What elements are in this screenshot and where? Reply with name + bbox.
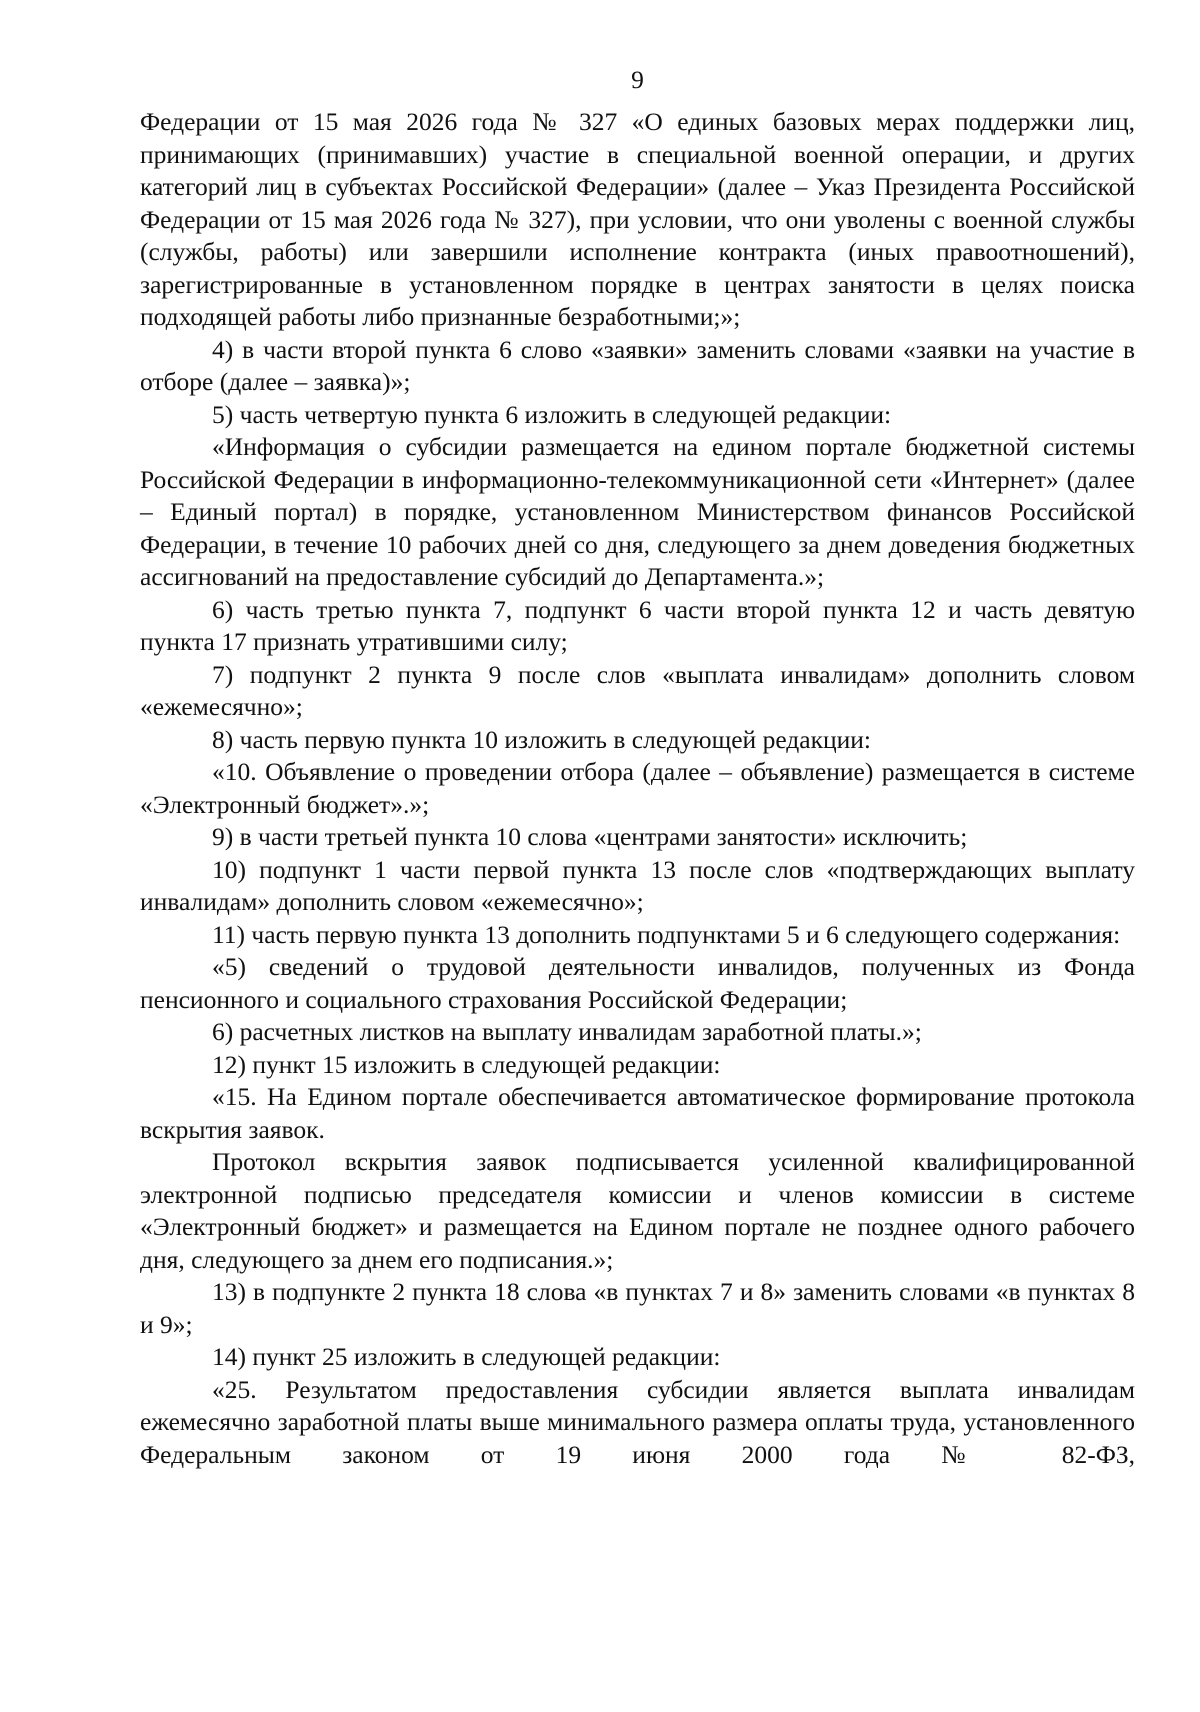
paragraph-item-6: 6) часть третью пункта 7, подпункт 6 части второй пункта 12 и часть девятую пункта 17 признать утратившими силу; bbox=[140, 594, 1135, 656]
paragraph-quote-sub-6: 6) расчетных листков на выплату инвалидам заработной платы.»; bbox=[212, 1017, 922, 1046]
paragraph-continuation: Федерации от 15 мая 2026 года № 327 «О единых базовых мерах поддержки лиц, принимающих (принимавших) участие в специальной военной операции, и других категорий лиц в субъектах Российской Федерации» (далее – Указ Президента Российской Федерации от 15 мая 2026 года № 327), при условии, что они уволены с военной службы (службы, работы) или завершили исполнение контракта (иных правоотношений), зарегистрированные в установленном порядке в центрах занятости в целях поиска подходящей работы либо признанные безработными;»; bbox=[140, 107, 1135, 331]
paragraph-item-14: 14) пункт 25 изложить в следующей редакции: bbox=[212, 1342, 721, 1371]
paragraph-item-13: 13) в подпункте 2 пункта 18 слова «в пунктах 7 и 8» заменить словами «в пунктах 8 и 9»; bbox=[140, 1277, 1135, 1339]
paragraph-item-10: 10) подпункт 1 части первой пункта 13 после слов «подтверждающих выплату инвалидам» дополнить словом «ежемесячно»; bbox=[140, 854, 1135, 916]
document-page bbox=[140, 62, 1135, 1471]
paragraph-item-11: 11) часть первую пункта 13 дополнить подпунктами 5 и 6 следующего содержания: bbox=[212, 919, 1121, 949]
paragraph-protocol: Протокол вскрытия заявок подписывается усиленной квалифицированной электронной подписью председателя комиссии и членов комиссии в системе «Электронный бюджет» и размещается на Едином портале не позднее одного рабочего дня, следующего за днем его подписания.»; bbox=[140, 1147, 1135, 1274]
paragraph-quote-sub-5: «5) сведений о трудовой деятельности инвалидов, полученных из Фонда пенсионного и социального страхования Российской Федерации; bbox=[140, 952, 1135, 1014]
paragraph-quote-15: «15. На Едином портале обеспечивается автоматическое формирование протокола вскрытия заявок. bbox=[140, 1082, 1135, 1144]
paragraph-item-12: 12) пункт 15 изложить в следующей редакции: bbox=[212, 1049, 721, 1079]
paragraph-quote-25: «25. Результатом предоставления субсидии является выплата инвалидам ежемесячно заработной платы выше минимального размера оплаты труда, установленного Федеральным законом от 19 июня 2000 года № 82-ФЗ, bbox=[140, 1374, 1135, 1469]
paragraph-item-4: 4) в части второй пункта 6 слово «заявки» заменить словами «заявки на участие в отборе (далее – заявка)»; bbox=[140, 334, 1135, 396]
paragraph-item-8: 8) часть первую пункта 10 изложить в следующей редакции: bbox=[212, 724, 872, 754]
paragraph-quote-10: «10. Объявление о проведении отбора (далее – объявление) размещается в системе «Электронный бюджет».»; bbox=[140, 757, 1135, 819]
paragraph-item-7: 7) подпункт 2 пункта 9 после слов «выплата инвалидам» дополнить словом «ежемесячно»; bbox=[140, 659, 1135, 721]
paragraph-quote-information: «Информация о субсидии размещается на едином портале бюджетной системы Российской Федерации в информационно-телекоммуникационной сети «Интернет» (далее – Единый портал) в порядке, установленном Министерством финансов Российской Федерации, в течение 10 рабочих дней со дня, следующего за днем доведения бюджетных ассигнований на предоставление субсидий до Департамента.»; bbox=[140, 432, 1135, 591]
page-number: 9 bbox=[631, 65, 644, 94]
paragraph-item-5: 5) часть четвертую пункта 6 изложить в следующей редакции: bbox=[212, 399, 892, 429]
paragraph-item-9: 9) в части третьей пункта 10 слова «центрами занятости» исключить; bbox=[212, 822, 968, 851]
